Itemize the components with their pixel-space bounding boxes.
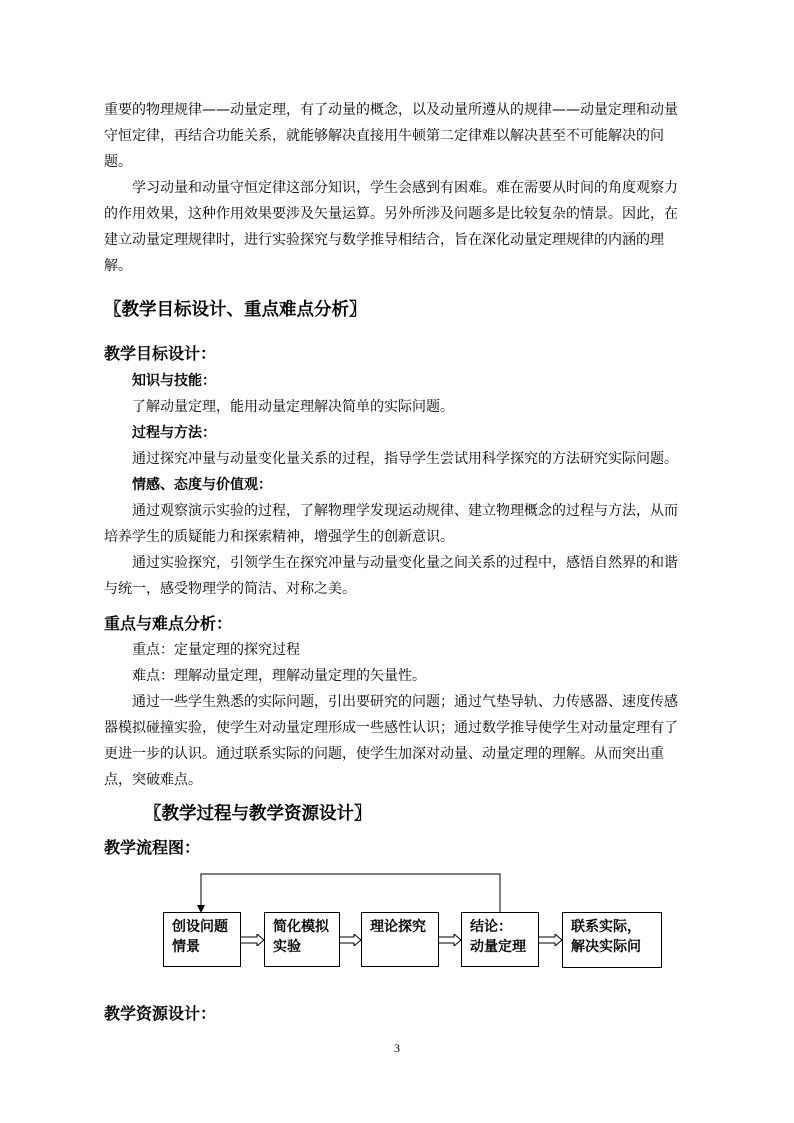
intro-line: 学习动量和动量守恒定律这部分知识，学生会感到有困难。难在需要从时间的角度观察力 (132, 180, 678, 196)
keypoints-line: 通过一些学生熟悉的实际问题，引出要研究的问题；通过气垫导轨、力传感器、速度传感 (132, 694, 678, 710)
intro-line: 解。 (104, 258, 132, 274)
flow-box-conclusion: 结论： 动量定理 (461, 912, 539, 967)
intro-line: 守恒定律，再结合功能关系，就能够解决直接用牛顿第二定律难以解决甚至不可能解决的问 (104, 128, 664, 144)
knowledge-text: 了解动量定理，能用动量定理解决简单的实际问题。 (132, 399, 454, 415)
objectives-heading: 教学目标设计： (104, 344, 217, 363)
arrow-icon (241, 934, 264, 946)
keypoints-line: 器模拟碰撞实验，使学生对动量定理形成一些感性认识；通过数学推导使学生对动量定理有了 (104, 720, 678, 736)
emotion-line: 与统一，感受物理学的简洁、对称之美。 (104, 581, 356, 597)
process-heading: 过程与方法： (132, 425, 216, 441)
flow-box-apply-practice: 联系实际， 解决实际问 (562, 912, 662, 968)
difficulty-point: 难点：理解动量定理，理解动量定理的矢量性。 (132, 668, 426, 684)
section-title-objectives: 〖教学目标设计、重点难点分析〗 (104, 300, 367, 320)
emotion-line: 通过观察演示实验的过程，了解物理学发现运动规律、建立物理概念的过程与方法，从而 (132, 503, 678, 519)
intro-line: 的作用效果，这种作用效果要涉及矢量运算。另外所涉及问题多是比较复杂的情景。因此，在 (104, 206, 678, 222)
intro-line: 重要的物理规律——动量定理，有了动量的概念，以及动量所遵从的规律——动量定理和动量 (104, 102, 678, 118)
keypoints-line: 点，突破难点。 (104, 772, 202, 788)
arrow-icon (340, 934, 361, 946)
flow-box-create-scenario: 创设问题 情景 (163, 912, 241, 967)
emotion-heading: 情感、态度与价值观： (132, 477, 272, 493)
keypoints-heading: 重点与难点分析： (104, 614, 233, 633)
arrow-icon (439, 934, 461, 946)
flow-box-simulation-experiment: 简化模拟 实验 (264, 912, 340, 967)
intro-line: 题。 (104, 154, 132, 170)
keypoints-line: 更进一步的认识。通过联系实际的问题，使学生加深对动量、动量定理的理解。从而突出重 (104, 746, 664, 762)
flowchart-heading: 教学流程图： (104, 838, 201, 857)
section-title-process: 〖教学过程与教学资源设计〗 (144, 804, 372, 824)
arrow-icon (539, 934, 562, 946)
knowledge-heading: 知识与技能： (132, 373, 216, 389)
key-point: 重点：定量定理的探究过程 (132, 642, 300, 658)
resources-heading: 教学资源设计： (104, 1004, 217, 1023)
emotion-line: 培养学生的质疑能力和探索精神，增强学生的创新意识。 (104, 529, 454, 545)
emotion-line: 通过实验探究，引领学生在探究冲量与动量变化量之间关系的过程中，感悟自然界的和谐 (132, 555, 678, 571)
flow-box-theory-inquiry: 理论探究 (361, 912, 439, 967)
process-text: 通过探究冲量与动量变化量关系的过程，指导学生尝试用科学探究的方法研究实际问题。 (132, 451, 678, 467)
page-number: 3 (394, 1041, 400, 1055)
intro-line: 建立动量定理规律时，进行实验探究与数学推导相结合，旨在深化动量定理规律的内涵的理 (104, 232, 664, 248)
